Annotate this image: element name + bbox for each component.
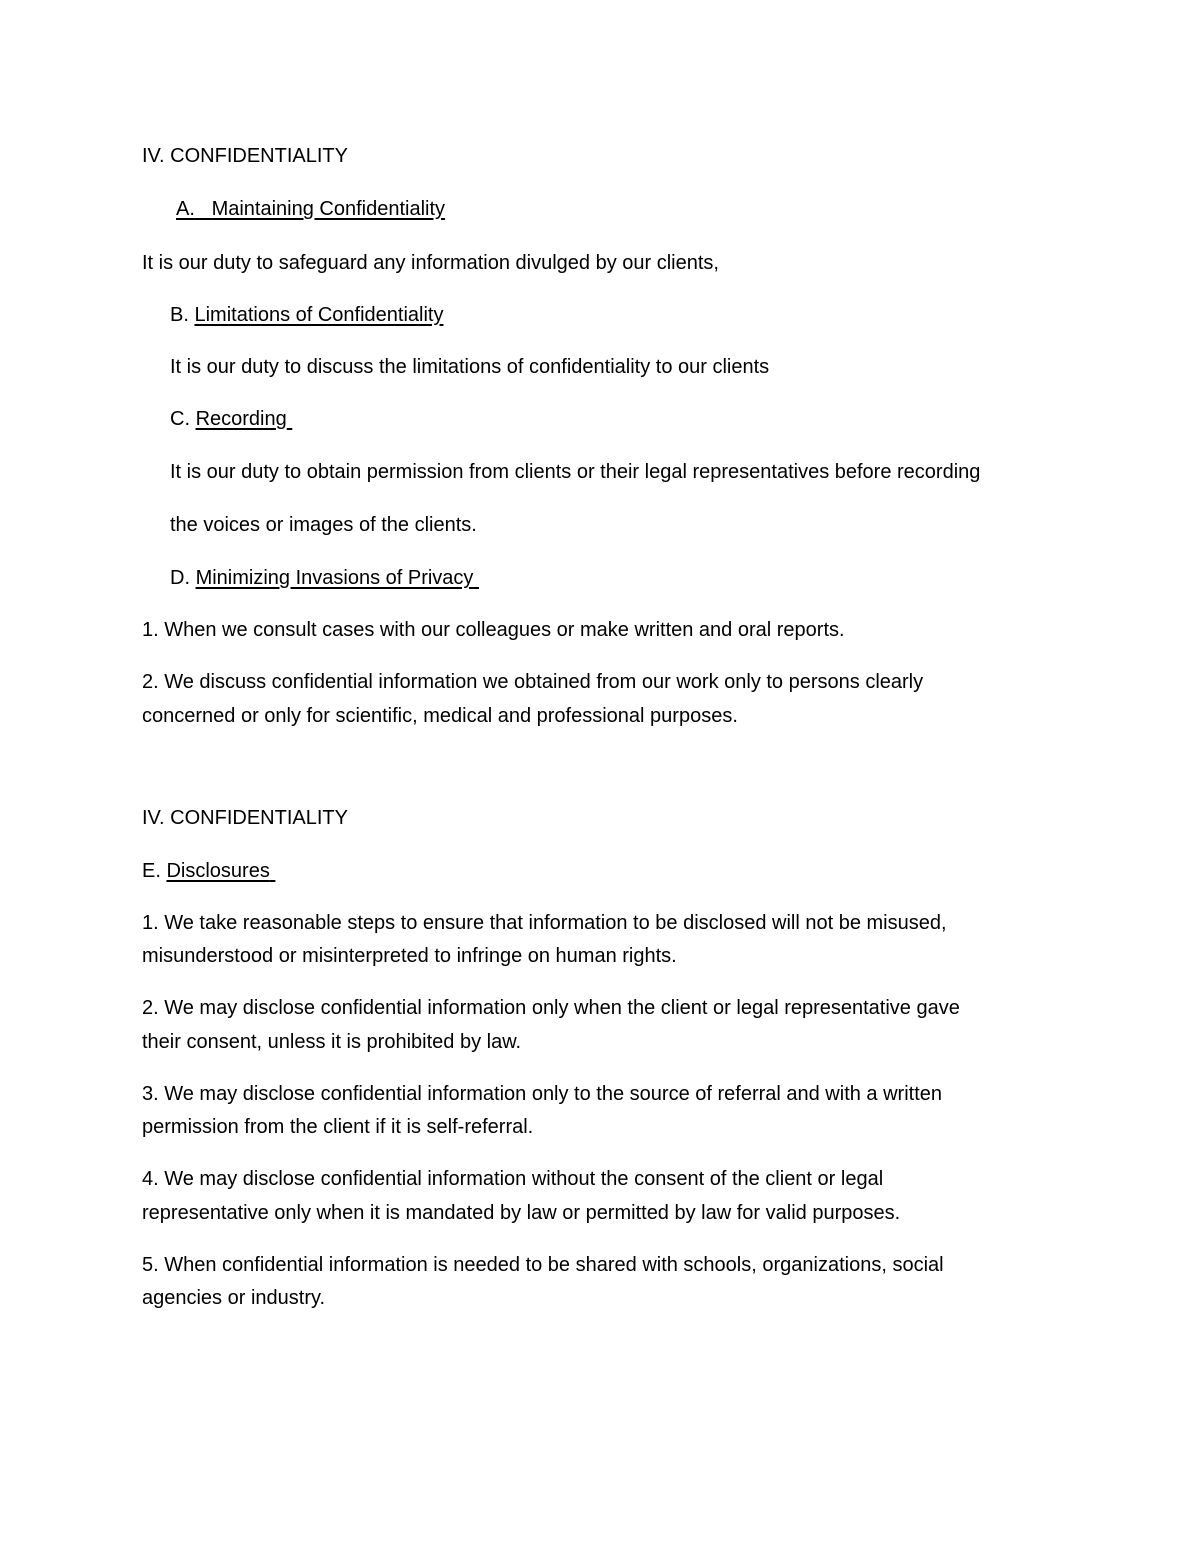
subsection-c-heading: [170, 407, 292, 431]
subsection-a-heading: [176, 197, 445, 221]
subsection-e-item5-line2: agencies or industry.: [142, 1287, 326, 1309]
subsection-e-item3-line2: permission from the client if it is self-referral.: [142, 1116, 534, 1138]
subsection-d-heading: [170, 566, 479, 590]
subsection-b-letter: B.: [170, 304, 189, 326]
subsection-e-item2-line2: their consent, unless it is prohibited by law.: [142, 1031, 522, 1053]
subsection-b-text: It is our duty to discuss the limitations of confidentiality to our clients: [170, 356, 770, 378]
subsection-e-heading: [142, 859, 275, 883]
subsection-d-item2-line2: concerned or only for scientific, medical and professional purposes.: [142, 705, 738, 727]
subsection-c-text-line2: the voices or images of the clients.: [170, 514, 477, 536]
subsection-d-letter: D.: [170, 567, 190, 589]
subsection-e-item5-line1: 5. When confidential information is needed to be shared with schools, organizations, social: [142, 1254, 944, 1276]
subsection-e-underline-tail: [270, 860, 276, 882]
section-heading-2: IV. CONFIDENTIALITY: [142, 807, 348, 829]
subsection-a-letter: A.: [176, 198, 195, 220]
subsection-e-item1-line1: 1. We take reasonable steps to ensure that information to be disclosed will not be misused,: [142, 912, 947, 934]
subsection-c-underline-tail: [287, 408, 293, 430]
subsection-e-item3-line1: 3. We may disclose confidential information only to the source of referral and with a written: [142, 1083, 943, 1105]
subsection-e-item1-line2: misunderstood or misinterpreted to infringe on human rights.: [142, 945, 677, 967]
subsection-d-item2-line1: 2. We discuss confidential information we obtained from our work only to persons clearly: [142, 671, 924, 693]
subsection-d-item1: 1. When we consult cases with our colleagues or make written and oral reports.: [142, 619, 845, 641]
subsection-a-title: Maintaining Confidentiality: [211, 198, 446, 220]
subsection-c-title: Recording: [195, 408, 287, 430]
subsection-d-title: Minimizing Invasions of Privacy: [195, 567, 474, 589]
subsection-e-title: Disclosures: [166, 860, 270, 882]
section-heading: IV. CONFIDENTIALITY: [142, 145, 348, 167]
subsection-c-letter: C.: [170, 408, 190, 430]
subsection-e-item4-line2: representative only when it is mandated by law or permitted by law for valid purposes.: [142, 1202, 901, 1224]
subsection-a-gap: [195, 198, 212, 220]
subsection-a-text: It is our duty to safeguard any information divulged by our clients,: [142, 252, 719, 274]
subsection-e-letter: E.: [142, 860, 161, 882]
subsection-e-item2-line1: 2. We may disclose confidential information only when the client or legal representative gave: [142, 997, 960, 1019]
subsection-b-heading: [170, 303, 443, 327]
subsection-e-item4-line1: 4. We may disclose confidential information without the consent of the client or legal: [142, 1168, 884, 1190]
subsection-b-title: Limitations of Confidentiality: [194, 304, 444, 326]
subsection-c-text-line1: It is our duty to obtain permission from clients or their legal representatives before recording: [170, 461, 981, 483]
subsection-d-underline-tail: [473, 567, 479, 589]
